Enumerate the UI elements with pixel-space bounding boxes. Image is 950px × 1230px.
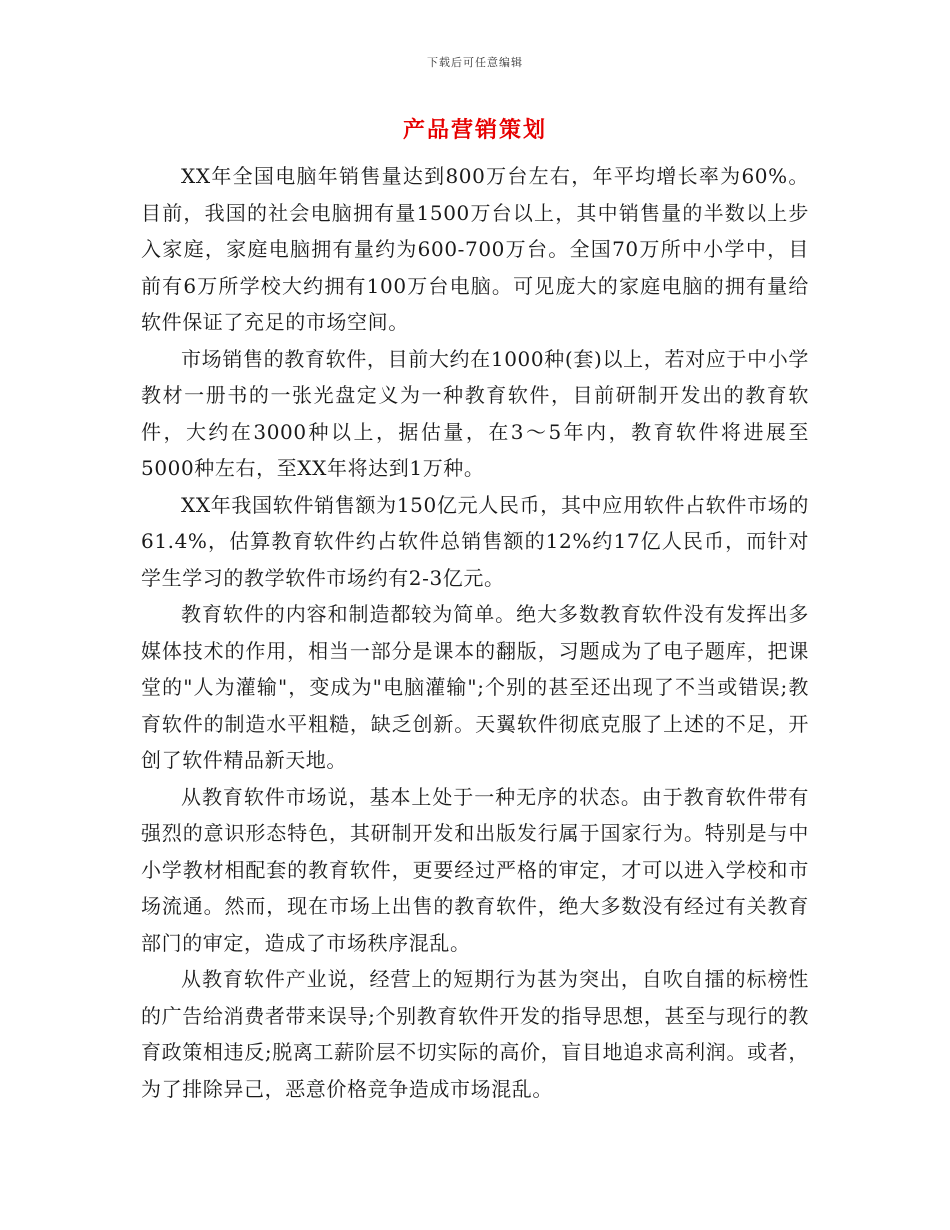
- paragraph: 教育软件的内容和制造都较为简单。绝大多数教育软件没有发挥出多媒体技术的作用，相当一部分是课本的翻版，习题成为了电子题库，把课堂的"人为灌输"，变成为"电脑灌输";个别的甚至还出现了不当或错误;教育软件的制造水平粗糙，缺乏创新。天翼软件彻底克服了上述的不足，开创了软件精品新天地。: [141, 602, 809, 772]
- paragraph: 市场销售的教育软件，目前大约在1000种(套)以上，若对应于中小学教材一册书的一张光盘定义为一种教育软件，目前研制开发出的教育软件，大约在3000种以上，据估量，在3～5年内，教育软件将进展至5000种左右，至XX年将达到1万种。: [141, 346, 809, 480]
- paragraph: XX年全国电脑年销售量达到800万台左右，年平均增长率为60%。目前，我国的社会电脑拥有量1500万台以上，其中销售量的半数以上步入家庭，家庭电脑拥有量约为600-700万台。全国70万所中小学中，目前有6万所学校大约拥有100万台电脑。可见庞大的家庭电脑的拥有量给软件保证了充足的市场空间。: [141, 164, 809, 334]
- paragraph: 从教育软件产业说，经营上的短期行为甚为突出，自吹自擂的标榜性的广告给消费者带来误导;个别教育软件开发的指导思想，甚至与现行的教育政策相违反;脱离工薪阶层不切实际的高价，盲目地追求高利润。或者，为了排除异己，恶意价格竞争造成市场混乱。: [141, 967, 809, 1101]
- header-note: 下载后可任意编辑: [427, 56, 523, 69]
- document-title: 产品营销策划: [402, 118, 547, 143]
- paragraph: XX年我国软件销售额为150亿元人民币，其中应用软件占软件市场的61.4%，估算教育软件约占软件总销售额的12%约17亿人民币，而针对学生学习的教学软件市场约有2-3亿元。: [141, 492, 809, 590]
- document-body: [141, 158, 809, 1107]
- paragraph: 从教育软件市场说，基本上处于一种无序的状态。由于教育软件带有强烈的意识形态特色，其研制开发和出版发行属于国家行为。特别是与中小学教材相配套的教育软件，更要经过严格的审定，才可以进入学校和市场流通。然而，现在市场上出售的教育软件，绝大多数没有经过有关教育部门的审定，造成了市场秩序混乱。: [141, 784, 809, 955]
